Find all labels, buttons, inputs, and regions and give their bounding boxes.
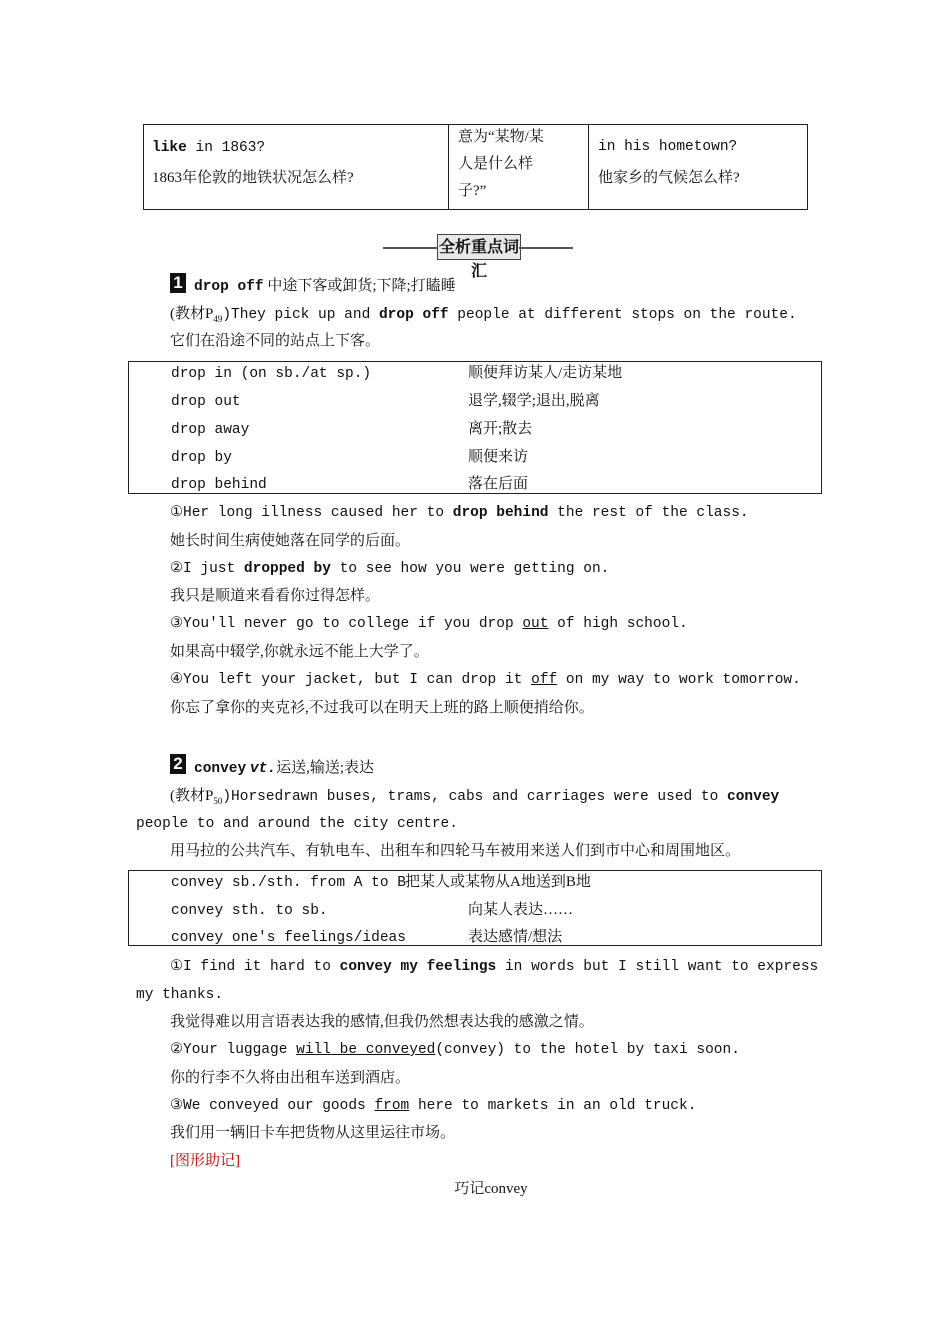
example-translation: 我只是顺道来看看你过得怎样。 xyxy=(170,588,381,604)
phrase-row: drop behind 落在后面 xyxy=(171,476,529,493)
cell-meaning-line: 子?” xyxy=(458,183,487,199)
example-sentence: ①I find it hard to convey my feelings in words but I still want to express xyxy=(170,959,819,975)
phrase-row: drop by 顺便来访 xyxy=(171,449,529,466)
example-sentence-cont: my thanks. xyxy=(136,987,224,1003)
example-sentence: ③You'll never go to college if you drop out of high school. xyxy=(170,616,688,632)
phrase-table xyxy=(128,870,822,946)
phrase-table xyxy=(128,361,822,494)
cell-example-zh: 他家乡的气候怎么样? xyxy=(598,170,740,186)
example-translation: 我觉得难以用言语表达我的感情,但我仍然想表达我的感激之情。 xyxy=(170,1014,594,1030)
phrase-row: drop out 退学,辍学;退出,脱离 xyxy=(171,393,600,410)
phrase-row: convey sb./sth. from A to B 把某人或某物从A地送到B地 xyxy=(171,874,591,891)
example-sentence: ④You left your jacket, but I can drop it off on my way to work tomorrow. xyxy=(170,672,801,688)
bold-term: like xyxy=(152,140,187,156)
header-rule-left xyxy=(383,247,437,249)
section-title: 全析重点词汇 xyxy=(437,234,521,260)
section-header xyxy=(383,234,573,280)
example-translation: 我们用一辆旧卡车把货物从这里运往市场。 xyxy=(170,1125,456,1141)
phrase-row: convey sth. to sb. 向某人表达…… xyxy=(171,902,574,919)
phrase-row: drop in (on sb./at sp.) 顺便拜访某人/走访某地 xyxy=(171,365,623,382)
entry-number-badge: 2 xyxy=(170,754,186,774)
textbook-example: (教材$P_{50})Horsedrawn$ buses, trams, cabs and carriages were used to convey xyxy=(170,788,780,806)
textbook-example-cont: people to and around the city centre. xyxy=(136,816,458,832)
cell-question-zh: 1863年伦敦的地铁状况怎么样? xyxy=(152,170,354,186)
phrase-row: convey one's feelings/ideas 表达感情/想法 xyxy=(171,929,563,946)
cell-meaning-line: 意为“某物/某 xyxy=(458,129,544,145)
headword: drop off xyxy=(194,279,264,295)
phrase-row: drop away 离开;散去 xyxy=(171,421,533,438)
memory-aid-caption: 巧记convey xyxy=(454,1181,528,1197)
entry-number-badge: 1 xyxy=(170,273,186,293)
memory-aid-label: [图形助记] xyxy=(170,1153,240,1169)
headword-meaning: 运送,输送;表达 xyxy=(276,760,374,776)
example-translation: 你的行李不久将由出租车送到酒店。 xyxy=(170,1070,411,1086)
headword-meaning: 中途下客或卸货;下降;打瞌睡 xyxy=(263,278,456,294)
textbook-example: (教材$P_{49})They$ pick up and drop off people at different stops on the route. xyxy=(170,306,797,324)
entry-headword-line xyxy=(194,276,456,297)
cell-meaning-line: 人是什么样 xyxy=(458,156,534,172)
cell-example-en: in his hometown? xyxy=(598,139,738,155)
entry-headword-line xyxy=(194,758,374,779)
example-translation: 如果高中辍学,你就永远不能上大学了。 xyxy=(170,644,429,660)
textbook-example-zh: 用马拉的公共汽车、有轨电车、出租车和四轮马车被用来送人们到市中心和周围地区。 xyxy=(170,843,741,859)
top-table xyxy=(143,124,808,210)
part-of-speech: vt. xyxy=(249,761,277,777)
example-translation: 你忘了拿你的夹克衫,不过我可以在明天上班的路上顺便捎给你。 xyxy=(170,700,594,716)
header-rule-right xyxy=(519,247,573,249)
example-sentence: ②I just dropped by to see how you were getting on. xyxy=(170,561,610,577)
table-divider xyxy=(588,125,589,209)
textbook-example-zh: 它们在沿途不同的站点上下客。 xyxy=(170,333,381,349)
table-divider xyxy=(448,125,449,209)
example-sentence: ①Her long illness caused her to drop behind the rest of the class. xyxy=(170,505,749,521)
headword: convey xyxy=(194,761,247,777)
cell-question-en: like in 1863? xyxy=(152,140,266,156)
example-sentence: ②Your luggage will be conveyed(convey) to the hotel by taxi soon. xyxy=(170,1042,740,1058)
example-translation: 她长时间生病使她落在同学的后面。 xyxy=(170,533,411,549)
example-sentence: ③We conveyed our goods from here to markets in an old truck. xyxy=(170,1098,697,1114)
